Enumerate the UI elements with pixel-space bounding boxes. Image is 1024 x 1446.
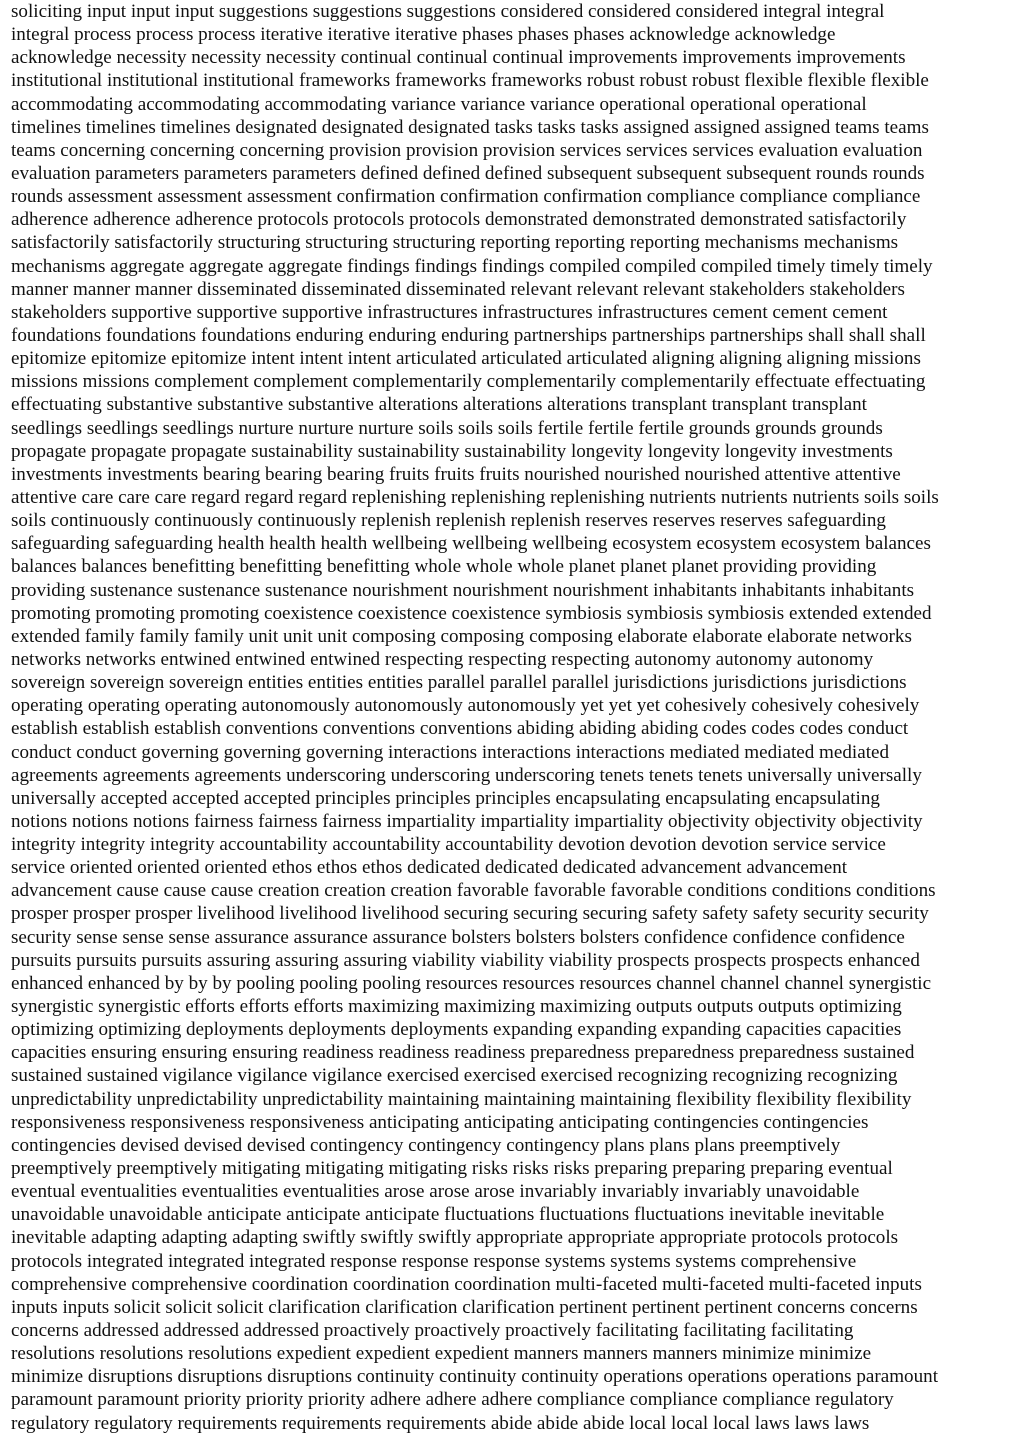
text-line: sovereign sovereign sovereign entities entities entities parallel parallel parallel jurisdictions jurisdictions jurisdictions [11, 672, 907, 694]
text-line: comprehensive comprehensive coordination coordination coordination multi-faceted multi-faceted multi-faceted inputs [11, 1273, 922, 1295]
text-line: operating operating operating autonomously autonomously autonomously yet yet yet cohesively cohesively cohesively [11, 695, 920, 717]
text-line: conduct conduct governing governing governing interactions interactions interactions mediated mediated mediated [11, 741, 890, 763]
text-line: timelines timelines timelines designated designated designated tasks tasks tasks assigned assigned assigned teams teams [11, 116, 929, 138]
text-line: institutional institutional institutional frameworks frameworks frameworks robust robust robust flexible flexible flexible [11, 70, 929, 92]
text-line: adherence adherence adherence protocols protocols protocols demonstrated demonstrated demonstrated satisfactorily [11, 209, 907, 231]
text-line: epitomize epitomize epitomize intent intent intent articulated articulated articulated aligning aligning aligning missions [11, 348, 921, 370]
text-line: acknowledge necessity necessity necessity continual continual continual improvements improvements improvements [11, 47, 906, 69]
text-line: manner manner manner disseminated disseminated disseminated relevant relevant relevant stakeholders stakeholders [11, 278, 905, 300]
text-line: pursuits pursuits pursuits assuring assuring assuring viability viability viability prospects prospects prospects enhanced [11, 949, 920, 971]
text-line: mechanisms aggregate aggregate aggregate findings findings findings compiled compiled compiled timely timely timely [11, 255, 933, 277]
text-line: satisfactorily satisfactorily structuring structuring structuring reporting reporting reporting mechanisms mechanisms [11, 232, 899, 254]
text-line: attentive care care care regard regard regard replenishing replenishing replenishing nutrients nutrients nutrients soils soils [11, 486, 939, 508]
text-line: propagate propagate propagate sustainability sustainability sustainability longevity longevity longevity investments [11, 440, 893, 462]
text-line: safeguarding safeguarding health health health wellbeing wellbeing wellbeing ecosystem ecosystem ecosystem balances [11, 533, 931, 555]
text-line: capacities ensuring ensuring ensuring readiness readiness readiness preparedness preparedness preparedness sustained [11, 1042, 915, 1064]
text-line: seedlings seedlings seedlings nurture nurture nurture soils soils soils fertile fertile fertile grounds grounds grounds [11, 417, 883, 439]
text-line: soils continuously continuously continuously replenish replenish replenish reserves reserves reserves safeguarding [11, 510, 886, 532]
text-line: prosper prosper prosper livelihood livelihood livelihood securing securing securing safety safety safety security security [11, 903, 929, 925]
text-line: advancement cause cause cause creation creation creation favorable favorable favorable conditions conditions conditions [11, 880, 936, 902]
text-line: preemptively preemptively mitigating mitigating mitigating risks risks risks preparing preparing preparing eventual [11, 1158, 893, 1180]
text-line: sustained sustained vigilance vigilance vigilance exercised exercised exercised recognizing recognizing recognizing [11, 1065, 898, 1087]
text-line: accommodating accommodating accommodating variance variance variance operational operational operational [11, 93, 867, 115]
text-line: synergistic synergistic efforts efforts efforts maximizing maximizing maximizing outputs outputs outputs optimizing [11, 996, 902, 1018]
text-line: paramount paramount priority priority priority adhere adhere adhere compliance compliance compliance regulatory [11, 1389, 894, 1411]
text-line: universally accepted accepted accepted principles principles principles encapsulating encapsulating encapsulating [11, 787, 880, 809]
text-line: soliciting input input input suggestions suggestions suggestions considered considered considered integral integral [11, 1, 885, 22]
text-line: stakeholders supportive supportive supportive infrastructures infrastructures infrastructures cement cement cement [11, 301, 888, 323]
text-line: investments investments bearing bearing bearing fruits fruits fruits nourished nourished nourished attentive attentive [11, 463, 901, 485]
text-line: regulatory regulatory requirements requirements requirements abide abide abide local local local laws laws laws [11, 1412, 870, 1434]
text-line: providing sustenance sustenance sustenance nourishment nourishment nourishment inhabitants inhabitants inhabitants [11, 579, 915, 601]
text-line: unavoidable unavoidable anticipate anticipate anticipate fluctuations fluctuations fluctuations inevitable inevitable [11, 1204, 885, 1226]
body-text [11, 0, 1021, 1435]
text-line: enhanced enhanced by by by pooling pooling pooling resources resources resources channel channel channel synergistic [11, 972, 932, 994]
text-line: integral process process process iterative iterative iterative phases phases phases acknowledge acknowledge [11, 24, 836, 46]
text-line: eventual eventualities eventualities eventualities arose arose arose invariably invariably invariably unavoidable [11, 1181, 860, 1203]
text-line: protocols integrated integrated integrated response response response systems systems systems comprehensive [11, 1250, 857, 1272]
text-line: effectuating substantive substantive substantive alterations alterations alterations transplant transplant transplant [11, 394, 867, 416]
text-line: extended family family family unit unit unit composing composing composing elaborate elaborate elaborate networks [11, 625, 912, 647]
text-line: service oriented oriented oriented ethos ethos ethos dedicated dedicated dedicated advancement advancement [11, 857, 848, 879]
text-line: rounds assessment assessment assessment confirmation confirmation confirmation compliance compliance compliance [11, 186, 921, 208]
text-line: unpredictability unpredictability unpredictability maintaining maintaining maintaining flexibility flexibility flexibility [11, 1088, 912, 1110]
text-line: inputs inputs solicit solicit solicit clarification clarification clarification pertinent pertinent pertinent concerns concerns [11, 1296, 918, 1318]
text-line: balances balances benefitting benefitting benefitting whole whole whole planet planet planet providing providing [11, 556, 877, 578]
text-line: missions missions complement complement complementarily complementarily complementarily effectuate effectuating [11, 371, 926, 393]
text-line: resolutions resolutions resolutions expedient expedient expedient manners manners manners minimize minimize [11, 1343, 872, 1365]
text-line: security sense sense sense assurance assurance assurance bolsters bolsters bolsters confidence confidence confidence [11, 926, 905, 948]
text-line: inevitable adapting adapting adapting swiftly swiftly swiftly appropriate appropriate appropriate protocols protocols [11, 1227, 899, 1249]
text-line: minimize disruptions disruptions disruptions continuity continuity continuity operations operations operations paramount [11, 1366, 938, 1388]
text-line: foundations foundations foundations enduring enduring enduring partnerships partnerships partnerships shall shall shall [11, 324, 926, 346]
text-line: responsiveness responsiveness responsiveness anticipating anticipating anticipating contingencies contingencies [11, 1111, 869, 1133]
text-line: concerns addressed addressed addressed proactively proactively proactively facilitating facilitating facilitating [11, 1320, 854, 1342]
text-line: integrity integrity integrity accountability accountability accountability devotion devotion devotion service service [11, 834, 886, 856]
text-line: establish establish establish conventions conventions conventions abiding abiding abiding codes codes codes conduct [11, 718, 909, 740]
text-line: optimizing optimizing deployments deployments deployments expanding expanding expanding capacities capacities [11, 1019, 902, 1041]
text-line: networks networks entwined entwined entwined respecting respecting respecting autonomy autonomy autonomy [11, 648, 874, 670]
text-line: promoting promoting promoting coexistence coexistence coexistence symbiosis symbiosis symbiosis extended extended [11, 602, 932, 624]
text-line: evaluation parameters parameters parameters defined defined defined subsequent subsequent subsequent rounds rounds [11, 162, 925, 184]
text-line: notions notions notions fairness fairness fairness impartiality impartiality impartiality objectivity objectivity objectivity [11, 810, 923, 832]
text-line: agreements agreements agreements underscoring underscoring underscoring tenets tenets tenets universally universally [11, 764, 922, 786]
text-line: teams concerning concerning concerning provision provision provision services services services evaluation evaluation [11, 139, 923, 161]
text-line: contingencies devised devised devised contingency contingency contingency plans plans plans preemptively [11, 1134, 841, 1156]
